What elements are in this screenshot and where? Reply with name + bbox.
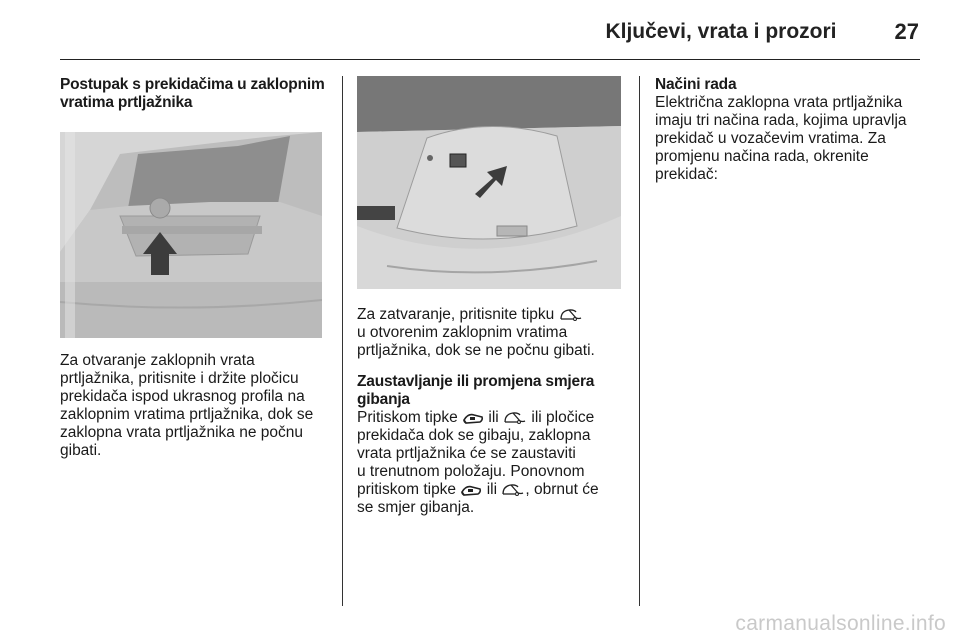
watermark: carmanualsonline.info [735,612,946,635]
section-heading: Postupak s prekidačima u zaklopnim vratima prtljažnika [60,76,325,111]
tailgate-interior-illustration [357,76,621,289]
remote-key-icon [462,411,484,425]
column-2 [357,76,625,517]
open-instructions: Za otvaranje zaklopnih vrata prtljažnika, pritisnite i držite pločicu prekidača ispod ukrasnog profila na zaklopnim vratima prtljažnika, dok se zaklopna vrata prtljažnika ne počnu gibati. [60,352,314,459]
remote-key-icon [460,483,482,497]
close-instructions: Za zatvaranje, pritisnite tipku u otvorenim zaklopnim vratima prtljažnika, dok se ne počnu gibati. [357,306,595,359]
page-header [605,14,919,50]
car-rear-illustration [60,132,322,338]
column-3 [655,76,930,184]
modes-heading: Načini rada [655,76,737,93]
tailgate-close-icon [559,308,583,322]
page-number: 27 [894,19,919,44]
header-rule [60,59,920,60]
stop-instructions: Pritiskom tipke ili ili pločice prekidača dok se gibaju, zaklopna vrata prtljažnika će se zaustaviti u trenutnom položaju. Ponovnom pritiskom tipke ili , obrnut će se smjer gibanja. [357,409,599,516]
chapter-title: Ključevi, vrata i prozori [605,20,837,43]
tailgate-close-icon [501,483,525,497]
column-divider [639,76,640,606]
column-divider [342,76,343,606]
modes-instructions: Električna zaklopna vrata prtljažnika imaju tri načina rada, kojima upravlja prekidač u vozačevim vratima. Za promjenu načina rada, okrenite prekidač: [655,94,907,183]
tailgate-close-icon [503,411,527,425]
stop-heading: Zaustavljanje ili promjena smjera gibanja [357,373,595,408]
column-1 [60,76,330,460]
